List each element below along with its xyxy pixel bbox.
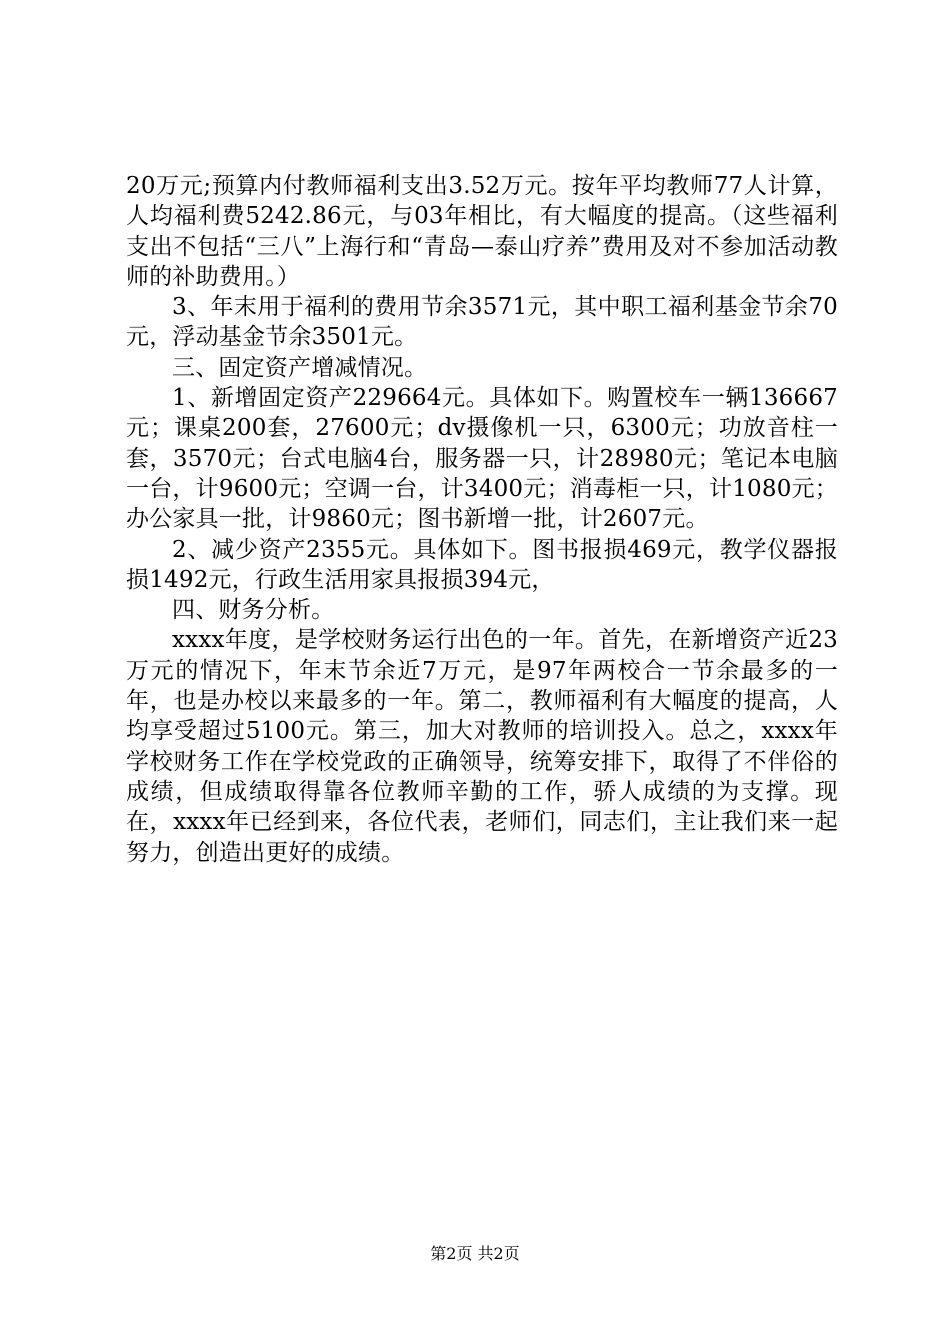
paragraph-financial-analysis: xxxx年度，是学校财务运行出色的一年。首先，在新增资产近23万元的情况下，年末节余近7万元，是97年两校合一节余最多的一年，也是办校以来最多的一年。第二，教师福利有大幅度的提高，人均享受超过5100元。第三，加大对教师的培训投入。总之，xxxx年学校财务工作在学校党政的正确领导，统筹安排下，取得了不伴俗的成绩，但成绩取得靠各位教师辛勤的工作，骄人成绩的为支撑。现在，xxxx年已经到来，各位代表，老师们，同志们，主让我们来一起努力，创造出更好的成绩。 — [126, 627, 838, 866]
paragraph-welfare-expense: 20万元;预算内付教师福利支出3.52万元。按年平均教师77人计算，人均福利费5242.86元，与03年相比，有大幅度的提高。（这些福利支出不包括“三八”上海行和“青岛—泰山疗养”费用及对不参加活动教师的补助费用。） — [126, 173, 838, 290]
paragraph-new-fixed-assets: 1、新增固定资产229664元。具体如下。购置校车一辆136667元；课桌200套，27600元；dv摄像机一只，6300元；功放音柱一套，3570元；台式电脑4台，服务器一只，计28980元；笔记本电脑一台，计9600元；空调一台，计3400元；消毒柜一只，计1080元；办公家具一批，计9860元；图书新增一批，计2607元。 — [126, 385, 838, 533]
page-footer: 第2页 共2页 — [430, 1244, 520, 1263]
paragraph-welfare-surplus: 3、年末用于福利的费用节余3571元，其中职工福利基金节余70元，浮动基金节余3501元。 — [126, 294, 838, 351]
document-body — [126, 171, 838, 868]
section-heading-fixed-assets: 三、固定资产增减情况。 — [172, 354, 428, 381]
section-heading-financial-analysis: 四、财务分析。 — [172, 597, 335, 624]
paragraph-reduced-assets: 2、减少资产2355元。具体如下。图书报损469元，教学仪器报损1492元，行政生活用家具报损394元， — [126, 536, 838, 593]
